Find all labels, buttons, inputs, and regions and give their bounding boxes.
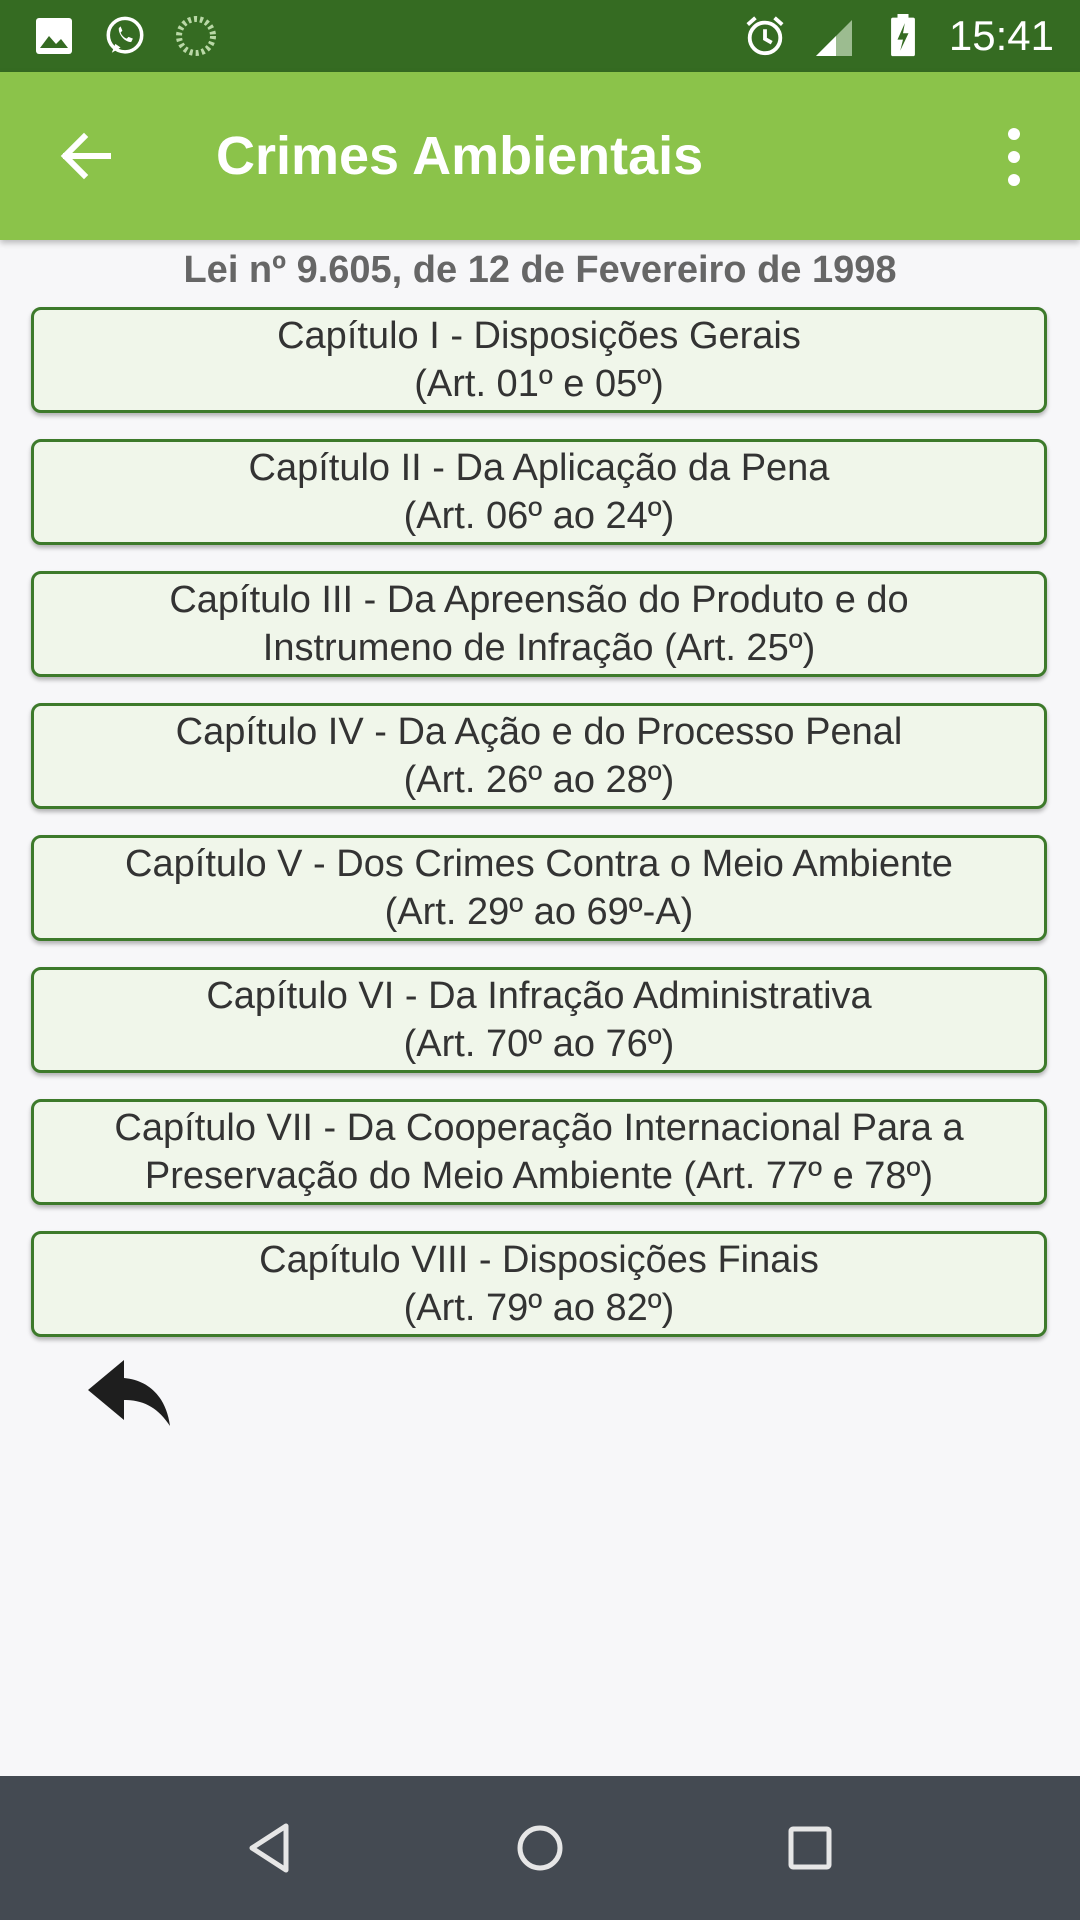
- status-time: 15:41: [948, 12, 1054, 59]
- chapter-button-8[interactable]: [31, 1231, 1047, 1337]
- chapter-title: Capítulo VI - Da Infração Administrativa: [206, 975, 872, 1017]
- more-vertical-icon[interactable]: [990, 124, 1038, 190]
- chapter-articles: (Art. 26º ao 28º): [403, 759, 675, 801]
- page-title: Crimes Ambientais: [216, 126, 704, 186]
- system-nav-bar: [0, 1776, 1080, 1920]
- chapter-articles: Instrumeno de Infração (Art. 25º): [262, 627, 816, 669]
- chapter-title: Capítulo I - Disposições Gerais: [277, 315, 801, 357]
- arrow-left-icon[interactable]: [56, 126, 116, 186]
- chapter-articles: (Art. 06º ao 24º): [403, 495, 675, 537]
- battery-charging-icon: [888, 14, 918, 58]
- chapter-title: Capítulo III - Da Apreensão do Produto e do: [169, 579, 909, 621]
- chapter-button-5[interactable]: [31, 835, 1047, 941]
- chapter-button-7[interactable]: [31, 1099, 1047, 1205]
- nav-home-icon[interactable]: [508, 1816, 572, 1880]
- chapter-title: Capítulo V - Dos Crimes Contra o Meio Ambiente: [125, 843, 953, 885]
- chapter-articles: (Art. 79º ao 82º): [403, 1287, 675, 1329]
- law-subtitle: Lei nº 9.605, de 12 de Fevereiro de 1998: [183, 249, 897, 291]
- loading-icon: [174, 14, 218, 58]
- chapter-articles: Preservação do Meio Ambiente (Art. 77º e 78º): [144, 1155, 934, 1197]
- alarm-icon: [742, 14, 788, 58]
- chapter-button-1[interactable]: [31, 307, 1047, 413]
- chapter-title: Capítulo IV - Da Ação e do Processo Penal: [175, 711, 903, 753]
- chapter-articles: (Art. 01º e 05º): [414, 363, 664, 405]
- whatsapp-icon: [100, 14, 150, 58]
- app-bar: [0, 72, 1080, 240]
- chapter-button-2[interactable]: [31, 439, 1047, 545]
- nav-back-icon[interactable]: [238, 1816, 302, 1880]
- gallery-icon: [34, 14, 74, 58]
- reply-arrow-icon[interactable]: [86, 1358, 172, 1428]
- nav-recents-icon[interactable]: [778, 1816, 842, 1880]
- chapter-button-6[interactable]: [31, 967, 1047, 1073]
- chapter-title: Capítulo II - Da Aplicação da Pena: [248, 447, 830, 489]
- chapter-button-3[interactable]: [31, 571, 1047, 677]
- chapter-title: Capítulo VII - Da Cooperação Internacional Para a: [114, 1107, 964, 1149]
- status-bar: [0, 0, 1080, 72]
- chapter-button-4[interactable]: [31, 703, 1047, 809]
- chapter-title: Capítulo VIII - Disposições Finais: [259, 1239, 819, 1281]
- signal-icon: [814, 14, 856, 58]
- chapter-articles: (Art. 29º ao 69º-A): [384, 891, 694, 933]
- chapter-articles: (Art. 70º ao 76º): [403, 1023, 675, 1065]
